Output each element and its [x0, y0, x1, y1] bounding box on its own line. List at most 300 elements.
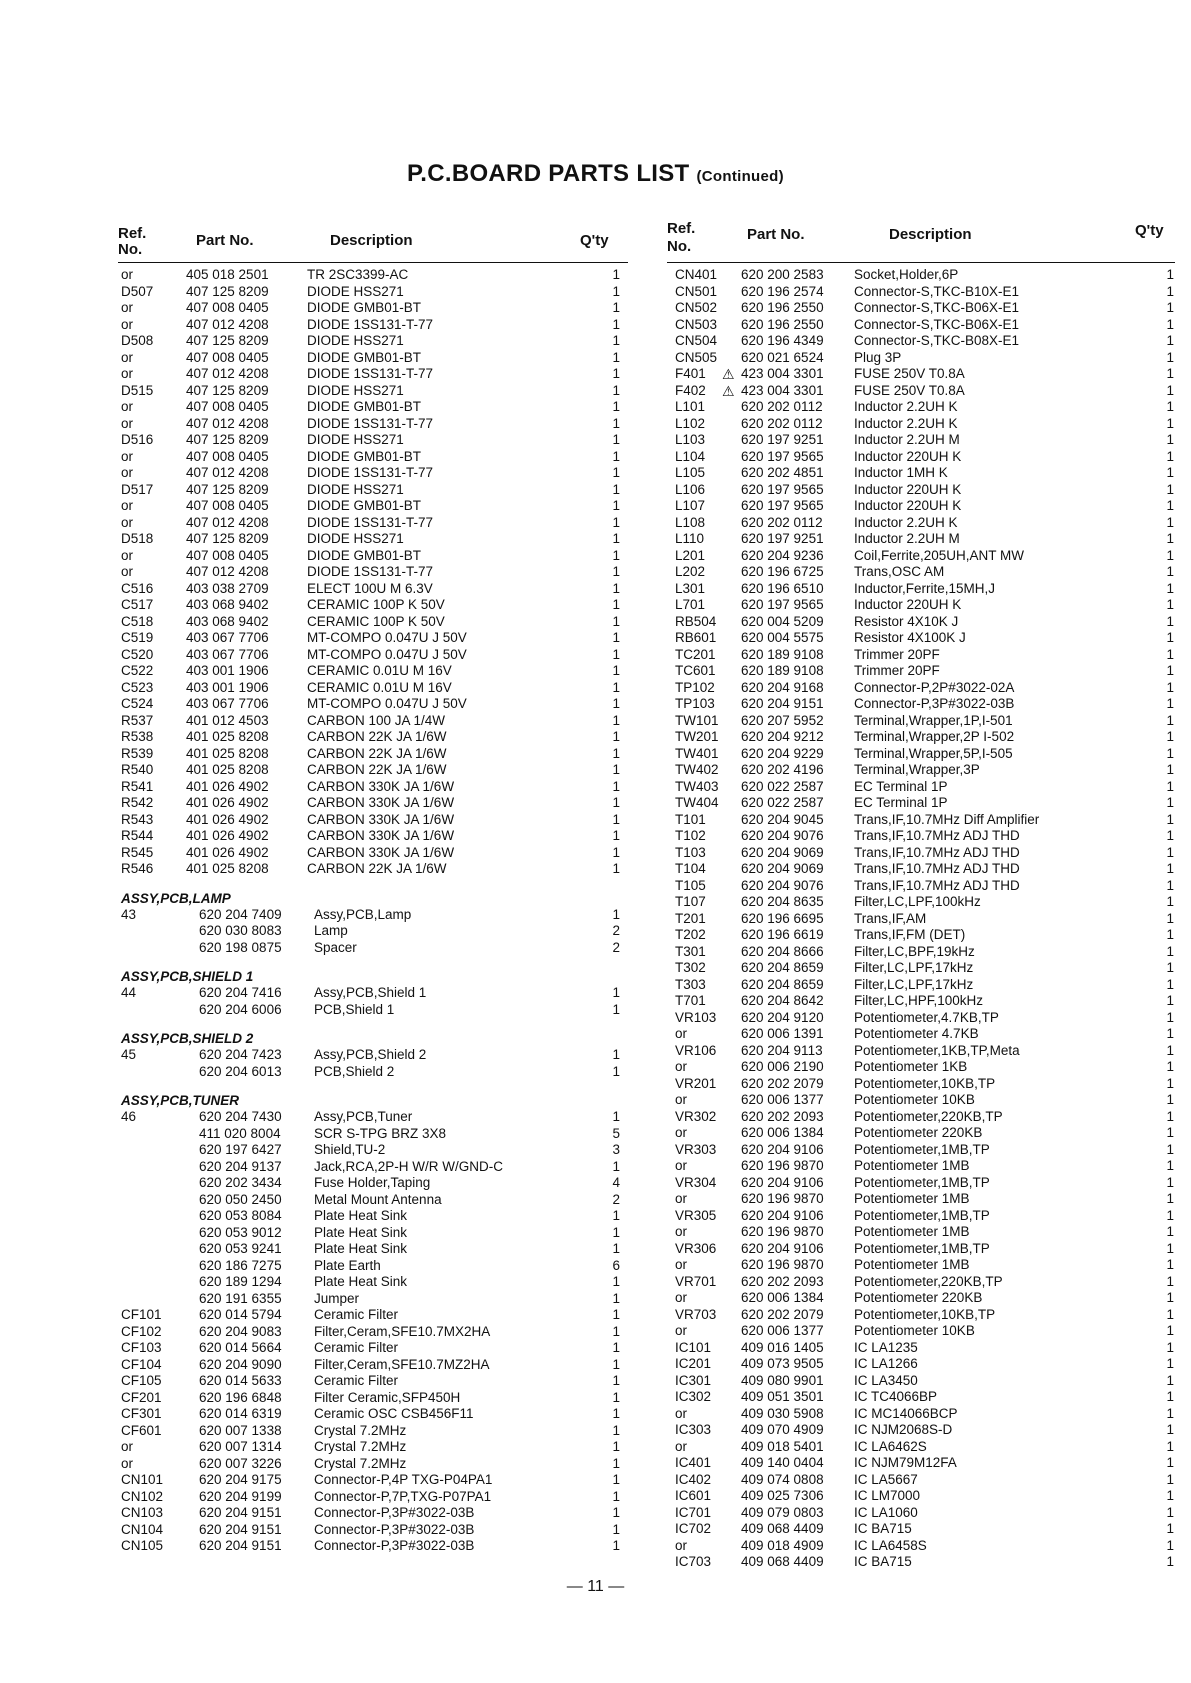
- table-row: [667, 1439, 1175, 1456]
- description: Potentiometer 220KB: [854, 1290, 983, 1305]
- part-no: 620 204 8642: [741, 993, 824, 1008]
- ref-no: T103: [675, 844, 706, 860]
- ref-no: T302: [675, 960, 706, 975]
- part-no: 620 204 9069: [741, 844, 824, 860]
- quantity: 1: [1166, 745, 1174, 761]
- table-row: [118, 1423, 628, 1440]
- description: PCB,Shield 1: [314, 1001, 395, 1017]
- ref-no: CN103: [121, 1505, 164, 1520]
- description: IC LA1235: [854, 1339, 918, 1355]
- ref-no: TC601: [675, 663, 716, 678]
- part-no: 401 026 4902: [186, 795, 269, 810]
- description: Crystal 7.2MHz: [314, 1455, 407, 1471]
- ref-no: 45: [121, 1047, 137, 1062]
- description: Trans,IF,10.7MHz ADJ THD: [854, 877, 1020, 893]
- quantity: 1: [612, 448, 620, 464]
- description: TR 2SC3399-AC: [307, 267, 409, 282]
- description: CARBON 100 JA 1/4W: [307, 712, 446, 728]
- description: Potentiometer,10KB,TP: [854, 1075, 996, 1091]
- part-no: 407 012 4208: [186, 465, 269, 480]
- description: Plug 3P: [854, 349, 902, 365]
- ref-no: L108: [675, 514, 706, 530]
- description: IC LA6462S: [854, 1438, 927, 1454]
- ref-no: or: [675, 1092, 688, 1107]
- quantity: 1: [1166, 993, 1174, 1008]
- ref-no: L202: [675, 564, 706, 579]
- description: Potentiometer 1KB: [854, 1059, 968, 1074]
- description: Inductor 220UH K: [854, 597, 962, 612]
- part-no: 409 074 0808: [741, 1471, 824, 1487]
- ref-no: R543: [121, 811, 154, 827]
- part-no: 620 202 0112: [741, 415, 823, 431]
- section-title: ASSY,PCB,LAMP: [121, 890, 231, 906]
- quantity: 1: [1166, 316, 1174, 332]
- description: Ceramic Filter: [314, 1340, 399, 1355]
- quantity: 1: [612, 1307, 620, 1322]
- ref-no: VR701: [675, 1273, 717, 1289]
- part-no: 620 196 9870: [741, 1191, 824, 1206]
- ref-no: CN401: [675, 267, 718, 282]
- part-no: 401 026 4902: [186, 811, 269, 827]
- description: Inductor 2.2UH K: [854, 399, 958, 414]
- table-row: [118, 1109, 628, 1126]
- quantity: 1: [1166, 960, 1174, 975]
- part-no: 620 196 6510: [741, 580, 824, 596]
- table-row: [667, 845, 1175, 862]
- description: CARBON 330K JA 1/6W: [307, 795, 455, 810]
- description: Filter,LC,LPF,100kHz: [854, 894, 981, 909]
- quantity: 1: [612, 382, 620, 398]
- part-no: 401 025 8208: [186, 861, 269, 876]
- part-no: 620 198 0875: [199, 939, 282, 955]
- ref-no: IC702: [675, 1521, 712, 1536]
- quantity: 1: [1166, 1323, 1174, 1338]
- ref-no: C519: [121, 630, 154, 645]
- description: Crystal 7.2MHz: [314, 1439, 407, 1454]
- ref-no: or: [675, 1224, 688, 1239]
- description: IC NJM79M12FA: [854, 1455, 957, 1470]
- quantity: 1: [1166, 1009, 1174, 1025]
- table-row: [667, 416, 1175, 433]
- part-no: 620 204 9137: [199, 1158, 282, 1174]
- description: Potentiometer 1MB: [854, 1224, 970, 1239]
- title-suffix: (Continued): [696, 168, 784, 185]
- ref-no: VR305: [675, 1207, 717, 1223]
- description: Filter Ceramic,SFP450H: [314, 1389, 461, 1405]
- table-row: [118, 1258, 628, 1275]
- ref-no: C520: [121, 646, 154, 662]
- description: Resistor 4X100K J: [854, 630, 966, 645]
- ref-no: VR703: [675, 1306, 717, 1322]
- ref-no: D507: [121, 283, 154, 299]
- ref-no: R540: [121, 762, 154, 777]
- part-no: 409 079 0803: [741, 1504, 824, 1520]
- part-no: 403 067 7706: [186, 630, 269, 645]
- description: DIODE 1SS131-T-77: [307, 564, 434, 579]
- part-no: 620 053 8084: [199, 1208, 282, 1223]
- quantity: 1: [612, 1241, 620, 1256]
- table-row: [667, 630, 1175, 647]
- description: Connector-P,3P#3022-03B: [314, 1521, 475, 1537]
- quantity: 1: [1166, 432, 1174, 447]
- description: Plate Heat Sink: [314, 1208, 408, 1223]
- ref-no: R537: [121, 712, 154, 728]
- ref-no: 46: [121, 1109, 137, 1124]
- table-row: [118, 498, 628, 515]
- ref-no: or: [121, 300, 134, 315]
- table-row: [667, 1488, 1175, 1505]
- table-row: [667, 531, 1175, 548]
- part-no: 620 196 6695: [741, 910, 824, 926]
- part-no: 620 004 5209: [741, 613, 824, 629]
- description: DIODE GMB01-BT: [307, 498, 422, 513]
- part-no: 409 068 4409: [741, 1521, 824, 1536]
- quantity: 1: [612, 696, 620, 711]
- description: DIODE 1SS131-T-77: [307, 415, 434, 431]
- quantity: 1: [1166, 1554, 1174, 1569]
- part-no: 620 204 9106: [741, 1174, 824, 1190]
- quantity: 1: [612, 283, 620, 299]
- description: DIODE GMB01-BT: [307, 300, 422, 315]
- part-no: 620 204 9212: [741, 729, 824, 744]
- part-no: 620 191 6355: [199, 1290, 282, 1306]
- table-row: [118, 907, 628, 924]
- table-row: [118, 1439, 628, 1456]
- quantity: 1: [1166, 976, 1174, 992]
- table-row: [118, 1357, 628, 1374]
- description: Potentiometer,10KB,TP: [854, 1306, 996, 1322]
- ref-no: IC201: [675, 1356, 712, 1371]
- description: Trans,IF,10.7MHz ADJ THD: [854, 828, 1020, 843]
- quantity: 1: [1166, 465, 1174, 480]
- table-row: [118, 985, 628, 1002]
- description: Resistor 4X10K J: [854, 613, 959, 629]
- table-row: [118, 1522, 628, 1539]
- quantity: 1: [1166, 1504, 1174, 1520]
- ref-no: L201: [675, 547, 706, 563]
- quantity: 1: [612, 1224, 620, 1240]
- description: Jumper: [314, 1290, 360, 1306]
- description: Jack,RCA,2P-H W/R W/GND-C: [314, 1158, 503, 1174]
- ref-no: IC101: [675, 1339, 712, 1355]
- header-ref-no: Ref. No.: [118, 225, 147, 258]
- quantity: 1: [1166, 300, 1174, 315]
- part-no: 620 186 7275: [199, 1257, 282, 1273]
- table-row: [667, 1158, 1175, 1175]
- part-no: 620 197 9565: [741, 597, 824, 612]
- quantity: 1: [1166, 399, 1174, 414]
- description: Trimmer 20PF: [854, 663, 940, 678]
- part-no: 620 196 2550: [741, 300, 824, 315]
- part-no: 620 196 6848: [199, 1389, 282, 1405]
- ref-no: L301: [675, 580, 706, 596]
- ref-no: VR304: [675, 1174, 717, 1190]
- ref-no: R546: [121, 861, 154, 876]
- part-no: 620 050 2450: [199, 1191, 282, 1207]
- ref-no: L110: [675, 531, 705, 546]
- ref-no: T105: [675, 877, 706, 893]
- table-row: [118, 1241, 628, 1258]
- part-no: 620 030 8083: [199, 923, 282, 938]
- quantity: 1: [612, 1521, 620, 1537]
- part-no: 620 006 1377: [741, 1092, 824, 1107]
- table-row: [118, 515, 628, 532]
- ref-no: CF104: [121, 1356, 162, 1372]
- quantity: 1: [1166, 1273, 1174, 1289]
- ref-no: T102: [675, 828, 706, 843]
- part-no: 409 018 5401: [741, 1438, 824, 1454]
- quantity: 6: [612, 1257, 620, 1273]
- description: EC Terminal 1P: [854, 795, 948, 810]
- description: Ceramic Filter: [314, 1373, 399, 1388]
- quantity: 1: [1166, 778, 1174, 794]
- quantity: 1: [1166, 943, 1174, 959]
- description: Metal Mount Antenna: [314, 1191, 442, 1207]
- ref-no: IC301: [675, 1372, 712, 1388]
- table-row: [118, 746, 628, 763]
- description: Connector-S,TKC-B10X-E1: [854, 283, 1020, 299]
- ref-no: CF103: [121, 1340, 162, 1355]
- ref-no: C518: [121, 613, 154, 629]
- quantity: 1: [1166, 1075, 1174, 1091]
- table-row: [667, 663, 1175, 680]
- table-row: [667, 713, 1175, 730]
- part-no: 409 080 9901: [741, 1372, 824, 1388]
- ref-no: VR106: [675, 1042, 717, 1058]
- table-row: [118, 1472, 628, 1489]
- part-no: 620 202 0112: [741, 514, 823, 530]
- table-row: [118, 1505, 628, 1522]
- table-row: [667, 1092, 1175, 1109]
- ref-no: R542: [121, 795, 154, 810]
- table-row: [118, 795, 628, 812]
- part-no: 620 014 5664: [199, 1340, 282, 1355]
- quantity: 1: [1166, 1306, 1174, 1322]
- ref-no: TW403: [675, 778, 719, 794]
- part-no: 620 189 9108: [741, 663, 824, 678]
- part-no: 620 006 1377: [741, 1323, 824, 1338]
- description: Trans,IF,10.7MHz ADJ THD: [854, 844, 1020, 860]
- description: Inductor 2.2UH M: [854, 531, 960, 546]
- description: Plate Heat Sink: [314, 1274, 408, 1289]
- table-row: [118, 663, 628, 680]
- description: CERAMIC 100P K 50V: [307, 597, 445, 612]
- table-row: [667, 680, 1175, 697]
- quantity: 1: [612, 762, 620, 777]
- description: Potentiometer 10KB: [854, 1323, 975, 1338]
- description: Inductor 2.2UH K: [854, 514, 958, 530]
- quantity: 1: [1166, 1141, 1174, 1157]
- part-no: 403 068 9402: [186, 613, 269, 629]
- quantity: 1: [1166, 811, 1174, 827]
- ref-no: IC402: [675, 1471, 712, 1487]
- table-row: [118, 531, 628, 548]
- section-title: ASSY,PCB,SHIELD 2: [121, 1031, 254, 1046]
- quantity: 1: [612, 1406, 620, 1421]
- table-row: [667, 828, 1175, 845]
- table-row: [667, 1224, 1175, 1241]
- description: MT-COMPO 0.047U J 50V: [307, 696, 467, 711]
- ref-no: T701: [675, 993, 706, 1008]
- description: CARBON 330K JA 1/6W: [307, 811, 455, 827]
- table-row: [118, 614, 628, 631]
- description: IC LA1266: [854, 1356, 918, 1371]
- header-description: Description: [889, 226, 972, 243]
- description: Potentiometer,4.7KB,TP: [854, 1009, 999, 1025]
- table-row: [118, 630, 628, 647]
- quantity: 1: [612, 663, 620, 678]
- part-no: 407 125 8209: [186, 382, 269, 398]
- part-no: 407 008 0405: [186, 448, 269, 464]
- part-no: 423 004 3301: [741, 382, 824, 398]
- table-row: [667, 696, 1175, 713]
- quantity: 3: [612, 1142, 620, 1157]
- part-no: 403 038 2709: [186, 580, 269, 596]
- ref-no: L101: [675, 399, 706, 414]
- part-no: 407 008 0405: [186, 300, 269, 315]
- quantity: 1: [612, 811, 620, 827]
- part-no: 620 006 1391: [741, 1026, 824, 1041]
- description: Crystal 7.2MHz: [314, 1422, 407, 1438]
- table-row: [667, 515, 1175, 532]
- quantity: 1: [1166, 1422, 1174, 1437]
- ref-no: L107: [675, 498, 706, 513]
- ref-no: RB504: [675, 613, 717, 629]
- description: Ceramic OSC CSB456F11: [314, 1406, 474, 1421]
- part-no: 407 012 4208: [186, 564, 269, 579]
- quantity: 1: [612, 465, 620, 480]
- part-no: 407 008 0405: [186, 399, 269, 414]
- ref-no: TW404: [675, 795, 719, 810]
- quantity: 1: [612, 828, 620, 843]
- table-row: [667, 1373, 1175, 1390]
- description: Connector-S,TKC-B06X-E1: [854, 316, 1020, 332]
- table-row: [118, 1538, 628, 1555]
- part-no: 405 018 2501: [186, 267, 269, 282]
- table-row: [118, 465, 628, 482]
- part-no: 620 204 9229: [741, 745, 824, 761]
- description: Filter,Ceram,SFE10.7MX2HA: [314, 1323, 491, 1339]
- title-text: P.C.BOARD PARTS LIST: [407, 160, 690, 187]
- table-row: [118, 581, 628, 598]
- warning-icon: ⚠: [722, 382, 735, 399]
- ref-no: CN504: [675, 333, 718, 348]
- table-row: [667, 911, 1175, 928]
- description: Plate Earth: [314, 1257, 381, 1273]
- table-row: [667, 1257, 1175, 1274]
- description: Potentiometer,1MB,TP: [854, 1174, 990, 1190]
- table-row: [118, 1175, 628, 1192]
- description: Connector-S,TKC-B06X-E1: [854, 300, 1020, 315]
- warning-icon: ⚠: [722, 366, 735, 382]
- ref-no: R544: [121, 828, 154, 843]
- ref-no: C517: [121, 597, 154, 612]
- part-no: 620 053 9012: [199, 1224, 282, 1240]
- description: DIODE HSS271: [307, 333, 404, 348]
- table-row: [118, 713, 628, 730]
- quantity: 1: [612, 630, 620, 645]
- description: DIODE GMB01-BT: [307, 349, 422, 365]
- table-row: [667, 482, 1175, 499]
- quantity: 1: [1166, 927, 1174, 942]
- description: Connector-P,3P#3022-03B: [854, 696, 1015, 711]
- part-no: 620 007 1314: [199, 1439, 282, 1454]
- table-row: [667, 1076, 1175, 1093]
- ref-no: or: [121, 514, 134, 530]
- ref-no: CF301: [121, 1406, 162, 1421]
- description: Potentiometer,1MB,TP: [854, 1141, 990, 1157]
- ref-no: C523: [121, 679, 154, 695]
- part-no: 620 021 6524: [741, 349, 824, 365]
- table-row: [667, 1538, 1175, 1555]
- ref-no: L104: [675, 448, 706, 464]
- part-no: 620 204 9083: [199, 1323, 282, 1339]
- ref-no: D518: [121, 531, 154, 546]
- part-no: 407 008 0405: [186, 547, 269, 563]
- part-no: 620 006 1384: [741, 1125, 824, 1140]
- quantity: 1: [1166, 910, 1174, 926]
- quantity: 1: [612, 432, 620, 447]
- table-row: [667, 894, 1175, 911]
- part-no: 620 207 5952: [741, 712, 824, 728]
- description: Filter,LC,LPF,17kHz: [854, 960, 974, 975]
- quantity: 1: [612, 1538, 620, 1553]
- description: Filter,LC,BPF,19kHz: [854, 943, 975, 959]
- quantity: 1: [1166, 580, 1174, 596]
- table-row: [118, 300, 628, 317]
- part-no: 620 196 4349: [741, 333, 824, 348]
- ref-no: D508: [121, 333, 154, 348]
- ref-no: CF201: [121, 1389, 162, 1405]
- quantity: 1: [1166, 1125, 1174, 1140]
- part-no: 409 025 7306: [741, 1488, 824, 1503]
- right-rows: [667, 267, 1175, 1571]
- table-row: [667, 944, 1175, 961]
- table-row: [118, 923, 628, 940]
- quantity: 1: [1166, 564, 1174, 579]
- table-row: [667, 1455, 1175, 1472]
- table-row: [118, 267, 628, 284]
- part-no: 620 204 9236: [741, 547, 824, 563]
- quantity: 1: [1166, 514, 1174, 530]
- part-no: 620 006 1384: [741, 1290, 824, 1305]
- quantity: 1: [612, 531, 620, 546]
- ref-no: CN505: [675, 349, 718, 365]
- table-row: [118, 548, 628, 565]
- quantity: 1: [1166, 1158, 1174, 1173]
- table-row: [667, 614, 1175, 631]
- ref-no: CF102: [121, 1323, 162, 1339]
- table-row: [667, 746, 1175, 763]
- part-no: 620 204 7409: [199, 906, 282, 922]
- description: Potentiometer,220KB,TP: [854, 1108, 1003, 1124]
- quantity: 1: [1166, 844, 1174, 860]
- part-no: 620 200 2583: [741, 267, 824, 282]
- part-no: 620 204 9106: [741, 1141, 824, 1157]
- quantity: 1: [1166, 1471, 1174, 1487]
- ref-no: C524: [121, 696, 154, 711]
- quantity: 1: [612, 1047, 620, 1062]
- table-row: [118, 1340, 628, 1357]
- part-no: 620 204 9113: [741, 1042, 823, 1058]
- part-no: 401 025 8208: [186, 762, 269, 777]
- description: DIODE GMB01-BT: [307, 399, 422, 414]
- section-title: ASSY,PCB,SHIELD 1: [121, 969, 254, 984]
- part-no: 620 004 5575: [741, 630, 824, 645]
- part-no: 620 204 9151: [199, 1521, 282, 1537]
- description: Potentiometer 4.7KB: [854, 1026, 979, 1041]
- quantity: 1: [612, 415, 620, 431]
